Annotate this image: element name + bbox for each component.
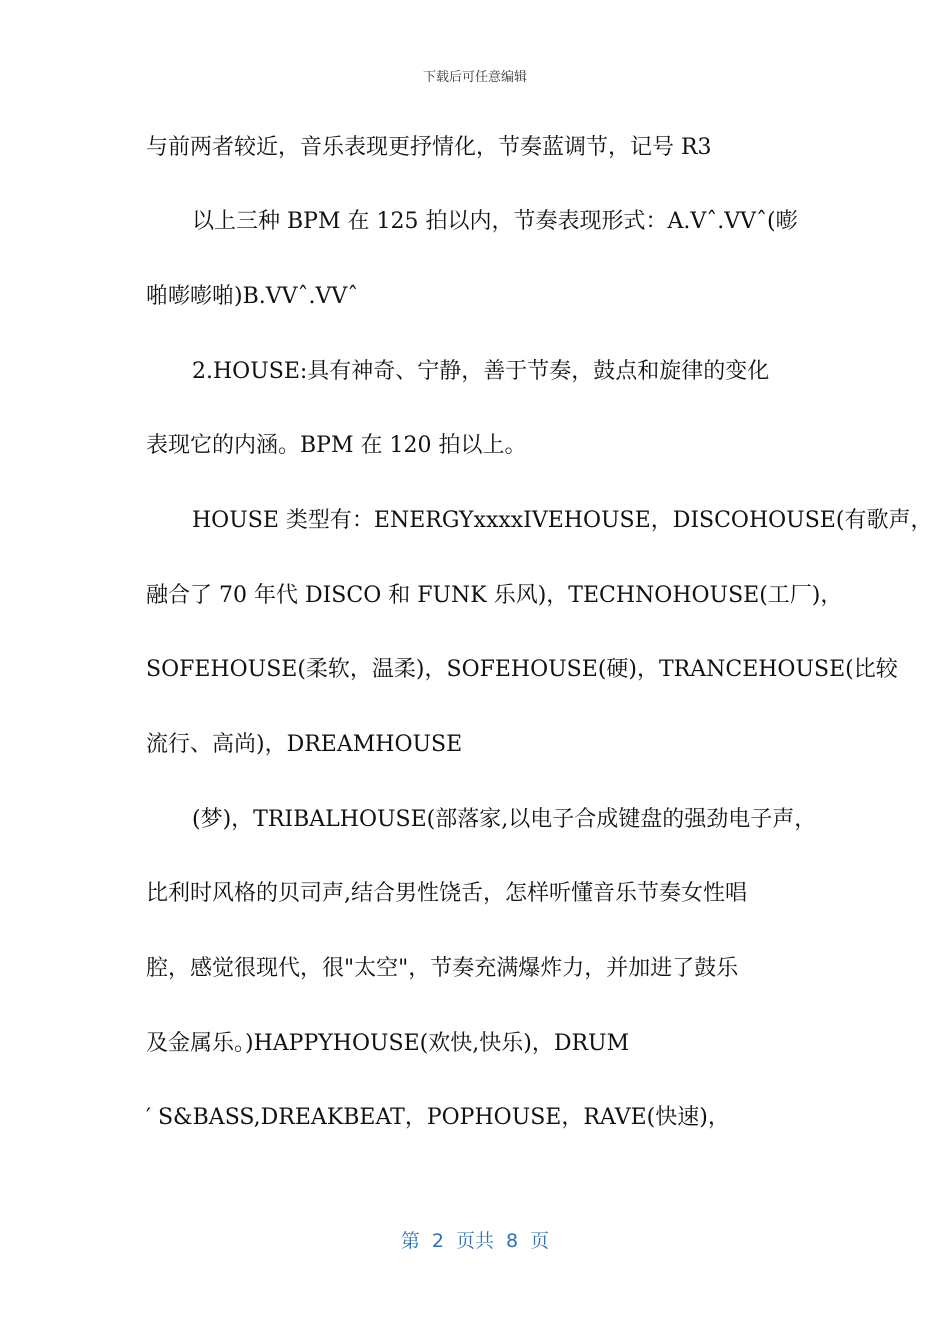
text-line: ′ S&BASS,DREAKBEAT，POPHOUSE，RAVE(快速)，	[146, 1105, 730, 1130]
text-line: 腔，感觉很现代，很"太空"，节奏充满爆炸力，并加进了鼓乐	[146, 956, 739, 981]
footer-page-number: 2	[431, 1230, 444, 1252]
text-line: 与前两者较近，音乐表现更抒情化，节奏蓝调节，记号 R3	[146, 135, 712, 160]
footer-middle: 页共	[455, 1230, 494, 1252]
text-line: 及金属乐。)HAPPYHOUSE(欢快,快乐)，DRUM	[146, 1031, 630, 1056]
text-line: 2.HOUSE:具有神奇、宁静，善于节奏，鼓点和旋律的变化	[192, 359, 770, 384]
footer-total-pages: 8	[506, 1230, 519, 1252]
text-line: (梦)，TRIBALHOUSE(部落家,以电子合成键盘的强劲电子声，	[192, 807, 817, 832]
text-line: 比利时风格的贝司声,结合男性饶舌，怎样听懂音乐节奏女性唱	[146, 881, 747, 906]
text-line: SOFEHOUSE(柔软，温柔)，SOFEHOUSE(硬)，TRANCEHOUSE(比较	[146, 657, 898, 682]
text-line: 融合了 70 年代 DISCO 和 FUNK 乐风)，TECHNOHOUSE(工厂)，	[146, 583, 843, 608]
footer-suffix: 页	[530, 1230, 550, 1252]
text-line: HOUSE 类型有：ENERGYxxxxIVEHOUSE，DISCOHOUSE(有歌声，	[192, 508, 933, 533]
text-line: 以上三种 BPM 在 125 拍以内，节奏表现形式：A.Vˆ.VVˆ(嘭	[192, 209, 798, 234]
text-line: 流行、高尚)，DREAMHOUSE	[146, 732, 463, 757]
text-line: 啪嘭嘭啪)B.VVˆ.VVˆ	[146, 284, 359, 309]
page-header: 下载后可任意编辑	[422, 70, 527, 85]
text-line: 表现它的内涵。BPM 在 120 拍以上。	[146, 433, 527, 458]
page-footer	[0, 1226, 950, 1253]
footer-prefix: 第	[400, 1230, 420, 1252]
